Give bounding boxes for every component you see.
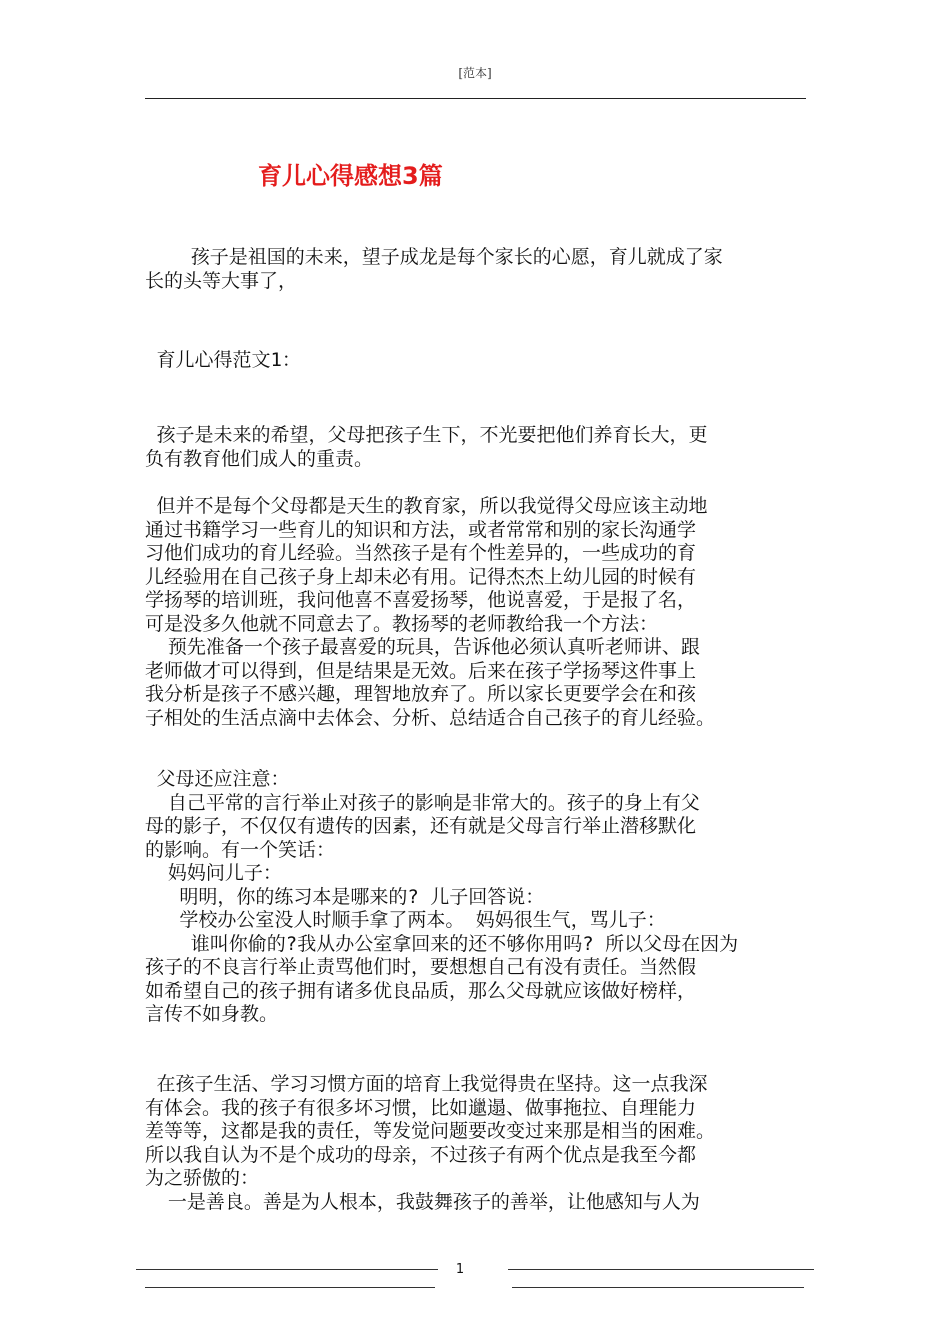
paragraph-2: 但并不是每个父母都是天生的教育家，所以我觉得父母应该主动地 通过书籍学习一些育儿的知识和方法，或者常常和别的家长沟通学 习他们成功的育儿经验。当然孩子是有个性差异的，一些成功的育 儿经验用在自己孩子身上却未必有用。记得杰杰上幼儿园的时候有 学扬琴的培训班，我问他喜不喜爱扬琴，他说喜爱，于是报了名， 可是没多久他就不同意去了。教扬琴的老师教给我一个方法： 预先准备一个孩子最喜爱的玩具，告诉他必须认真听老师讲、跟 老师做才可以得到，但是结果是无效。后来在孩子学扬琴这件事上 我分析是孩子不感兴趣，理智地放弃了。所以家长更要学会在和孩 子相处的生活点滴中去体会、分析、总结适合自己孩子的育儿经验。 xyxy=(145,495,716,729)
header-label: [范本] xyxy=(458,66,492,80)
header-divider xyxy=(145,98,806,99)
paragraph-1: 孩子是未来的希望，父母把孩子生下，不光要把他们养育长大，更 负有教育他们成人的重责。 xyxy=(145,424,708,470)
footer-divider-left-bottom xyxy=(145,1287,435,1288)
page-number: 1 xyxy=(455,1262,465,1277)
footer-divider-left-top xyxy=(136,1269,438,1270)
section-heading: 育儿心得范文1： xyxy=(145,349,301,371)
intro-paragraph: 孩子是祖国的未来，望子成龙是每个家长的心愿，育儿就成了家 长的头等大事了， xyxy=(145,246,723,292)
footer-divider-right-bottom xyxy=(512,1287,804,1288)
paragraph-3: 父母还应注意： 自己平常的言行举止对孩子的影响是非常大的。孩子的身上有父 母的影子，不仅仅有遗传的因素，还有就是父母言行举止潜移默化 的影响。有一个笑话： 妈妈问儿子： 明明，你的练习本是哪来的? 儿子回答说： 学校办公室没人时顺手拿了两本。 妈妈很生气，骂儿子： 谁叫你偷的?我从办公室拿回来的还不够你用吗? 所以父母在因为 孩子的不良言行举止责骂他们时，要想想自己有没有责任。当然假 如希望自己的孩子拥有诸多优良品质，那么父母就应该做好榜样， 言传不如身教。 xyxy=(145,768,739,1025)
paragraph-4: 在孩子生活、学习习惯方面的培育上我觉得贵在坚持。这一点我深 有体会。我的孩子有很多坏习惯，比如邋遢、做事拖拉、自理能力 差等等，这都是我的责任，等发觉问题要改变过来那是相当的困难。 所以我自认为不是个成功的母亲，不过孩子有两个优点是我至今都 为之骄傲的： 一是善良。善是为人根本，我鼓舞孩子的善举，让他感知与人为 xyxy=(145,1073,716,1213)
footer-divider-right-top xyxy=(508,1269,814,1270)
document-title: 育儿心得感想3篇 xyxy=(258,162,443,190)
